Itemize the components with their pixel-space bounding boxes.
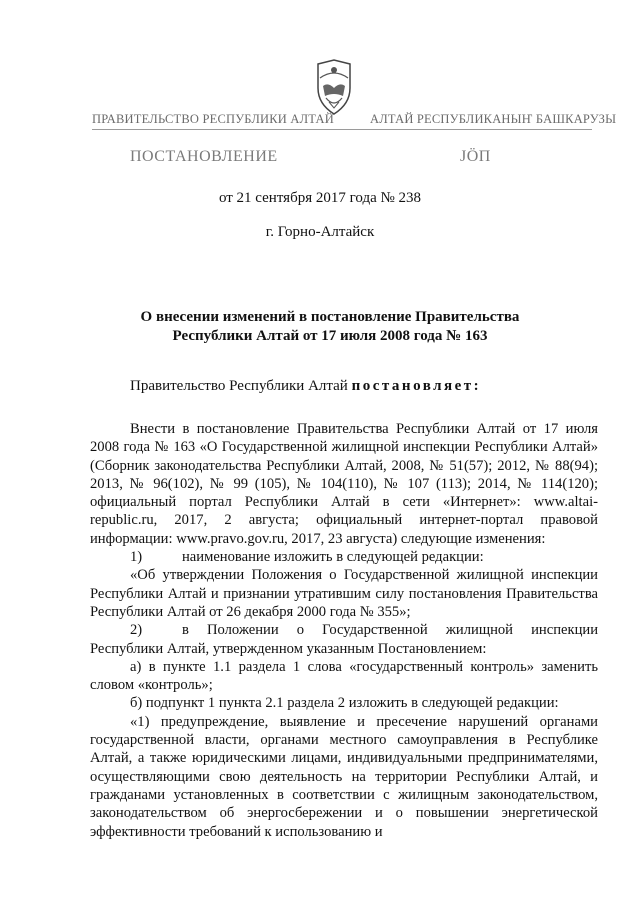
preamble bbox=[130, 378, 481, 395]
government-name-altai: АЛТАЙ РЕСПУБЛИКАНЫҤ БАШКАРУЗЫ bbox=[370, 112, 617, 126]
document-title-line-1: О внесении изменений в постановление Правительства bbox=[140, 309, 520, 325]
subitem-b-quote: «1) предупреждение, выявление и пресечение нарушений органами государственной власти, органами местного самоуправления в Республике Алтай, а также юридическими лицами, индивидуальными предпринимателями, осуществляющими свою деятельность на территории Республики Алтай, и гражданами установленных в соответствии с жилищным законодательством, законодательством об энергосбережении и о повышении энергетической эффективности требований к использованию и bbox=[90, 713, 598, 840]
item-2-text: в Положении о Государственной жилищной инспекции Республики Алтай, утвержденном указанным Постановлением: bbox=[90, 622, 598, 657]
government-name-russian: ПРАВИТЕЛЬСТВО РЕСПУБЛИКИ АЛТАЙ bbox=[92, 112, 334, 126]
subitem-b: б) подпункт 1 пункта 2.1 раздела 2 изложить в следующей редакции: bbox=[130, 695, 559, 712]
item-2-number: 2) bbox=[130, 622, 143, 639]
document-city: г. Горно-Алтайск bbox=[265, 224, 375, 240]
subitem-a: а) в пункте 1.1 раздела 1 слова «государственный контроль» заменить словом «контроль»; bbox=[90, 658, 598, 694]
preamble-subject: Правительство Республики Алтай bbox=[130, 378, 348, 394]
document-dateline: от 21 сентября 2017 года № 238 bbox=[218, 190, 422, 206]
document-title-line-2: Республики Алтай от 17 июля 2008 года № 163 bbox=[172, 328, 488, 344]
document-body bbox=[90, 420, 598, 841]
body-intro-paragraph: Внести в постановление Правительства Республики Алтай от 17 июля 2008 года № 163 «О Государственной жилищной инспекции Республики Алтай» (Сборник законодательства Республики Алтай, 2008, № 51(57); 2012, № 88(94); 2013, № 96(102), № 99 (105), № 104(110), № 107 (113); 2014, № 114(120); официальный портал Республики Алтай в сети «Интернет»: www.altai-republic.ru, 2017, 2 августа; официальный интернет-портал правовой информации: www.pravo.gov.ru, 2017, 23 августа) следующие изменения: bbox=[90, 421, 598, 547]
item-1 bbox=[90, 548, 598, 566]
item-1-quote: «Об утверждении Положения о Государственной жилищной инспекции Республики Алтай и признании утратившим силу постановления Правительства Республики Алтай от 26 декабря 2000 года № 355»; bbox=[90, 567, 598, 620]
item-2 bbox=[90, 621, 598, 658]
document-title bbox=[100, 308, 560, 346]
header-divider bbox=[92, 129, 592, 130]
item-1-text: наименование изложить в следующей редакции: bbox=[182, 549, 484, 566]
item-1-number: 1) bbox=[130, 549, 143, 566]
document-type-altai: ЈӦП bbox=[460, 148, 491, 165]
coat-of-arms-emblem bbox=[310, 58, 358, 116]
preamble-verb: постановляет: bbox=[351, 378, 482, 394]
document-type-russian: ПОСТАНОВЛЕНИЕ bbox=[130, 148, 278, 165]
